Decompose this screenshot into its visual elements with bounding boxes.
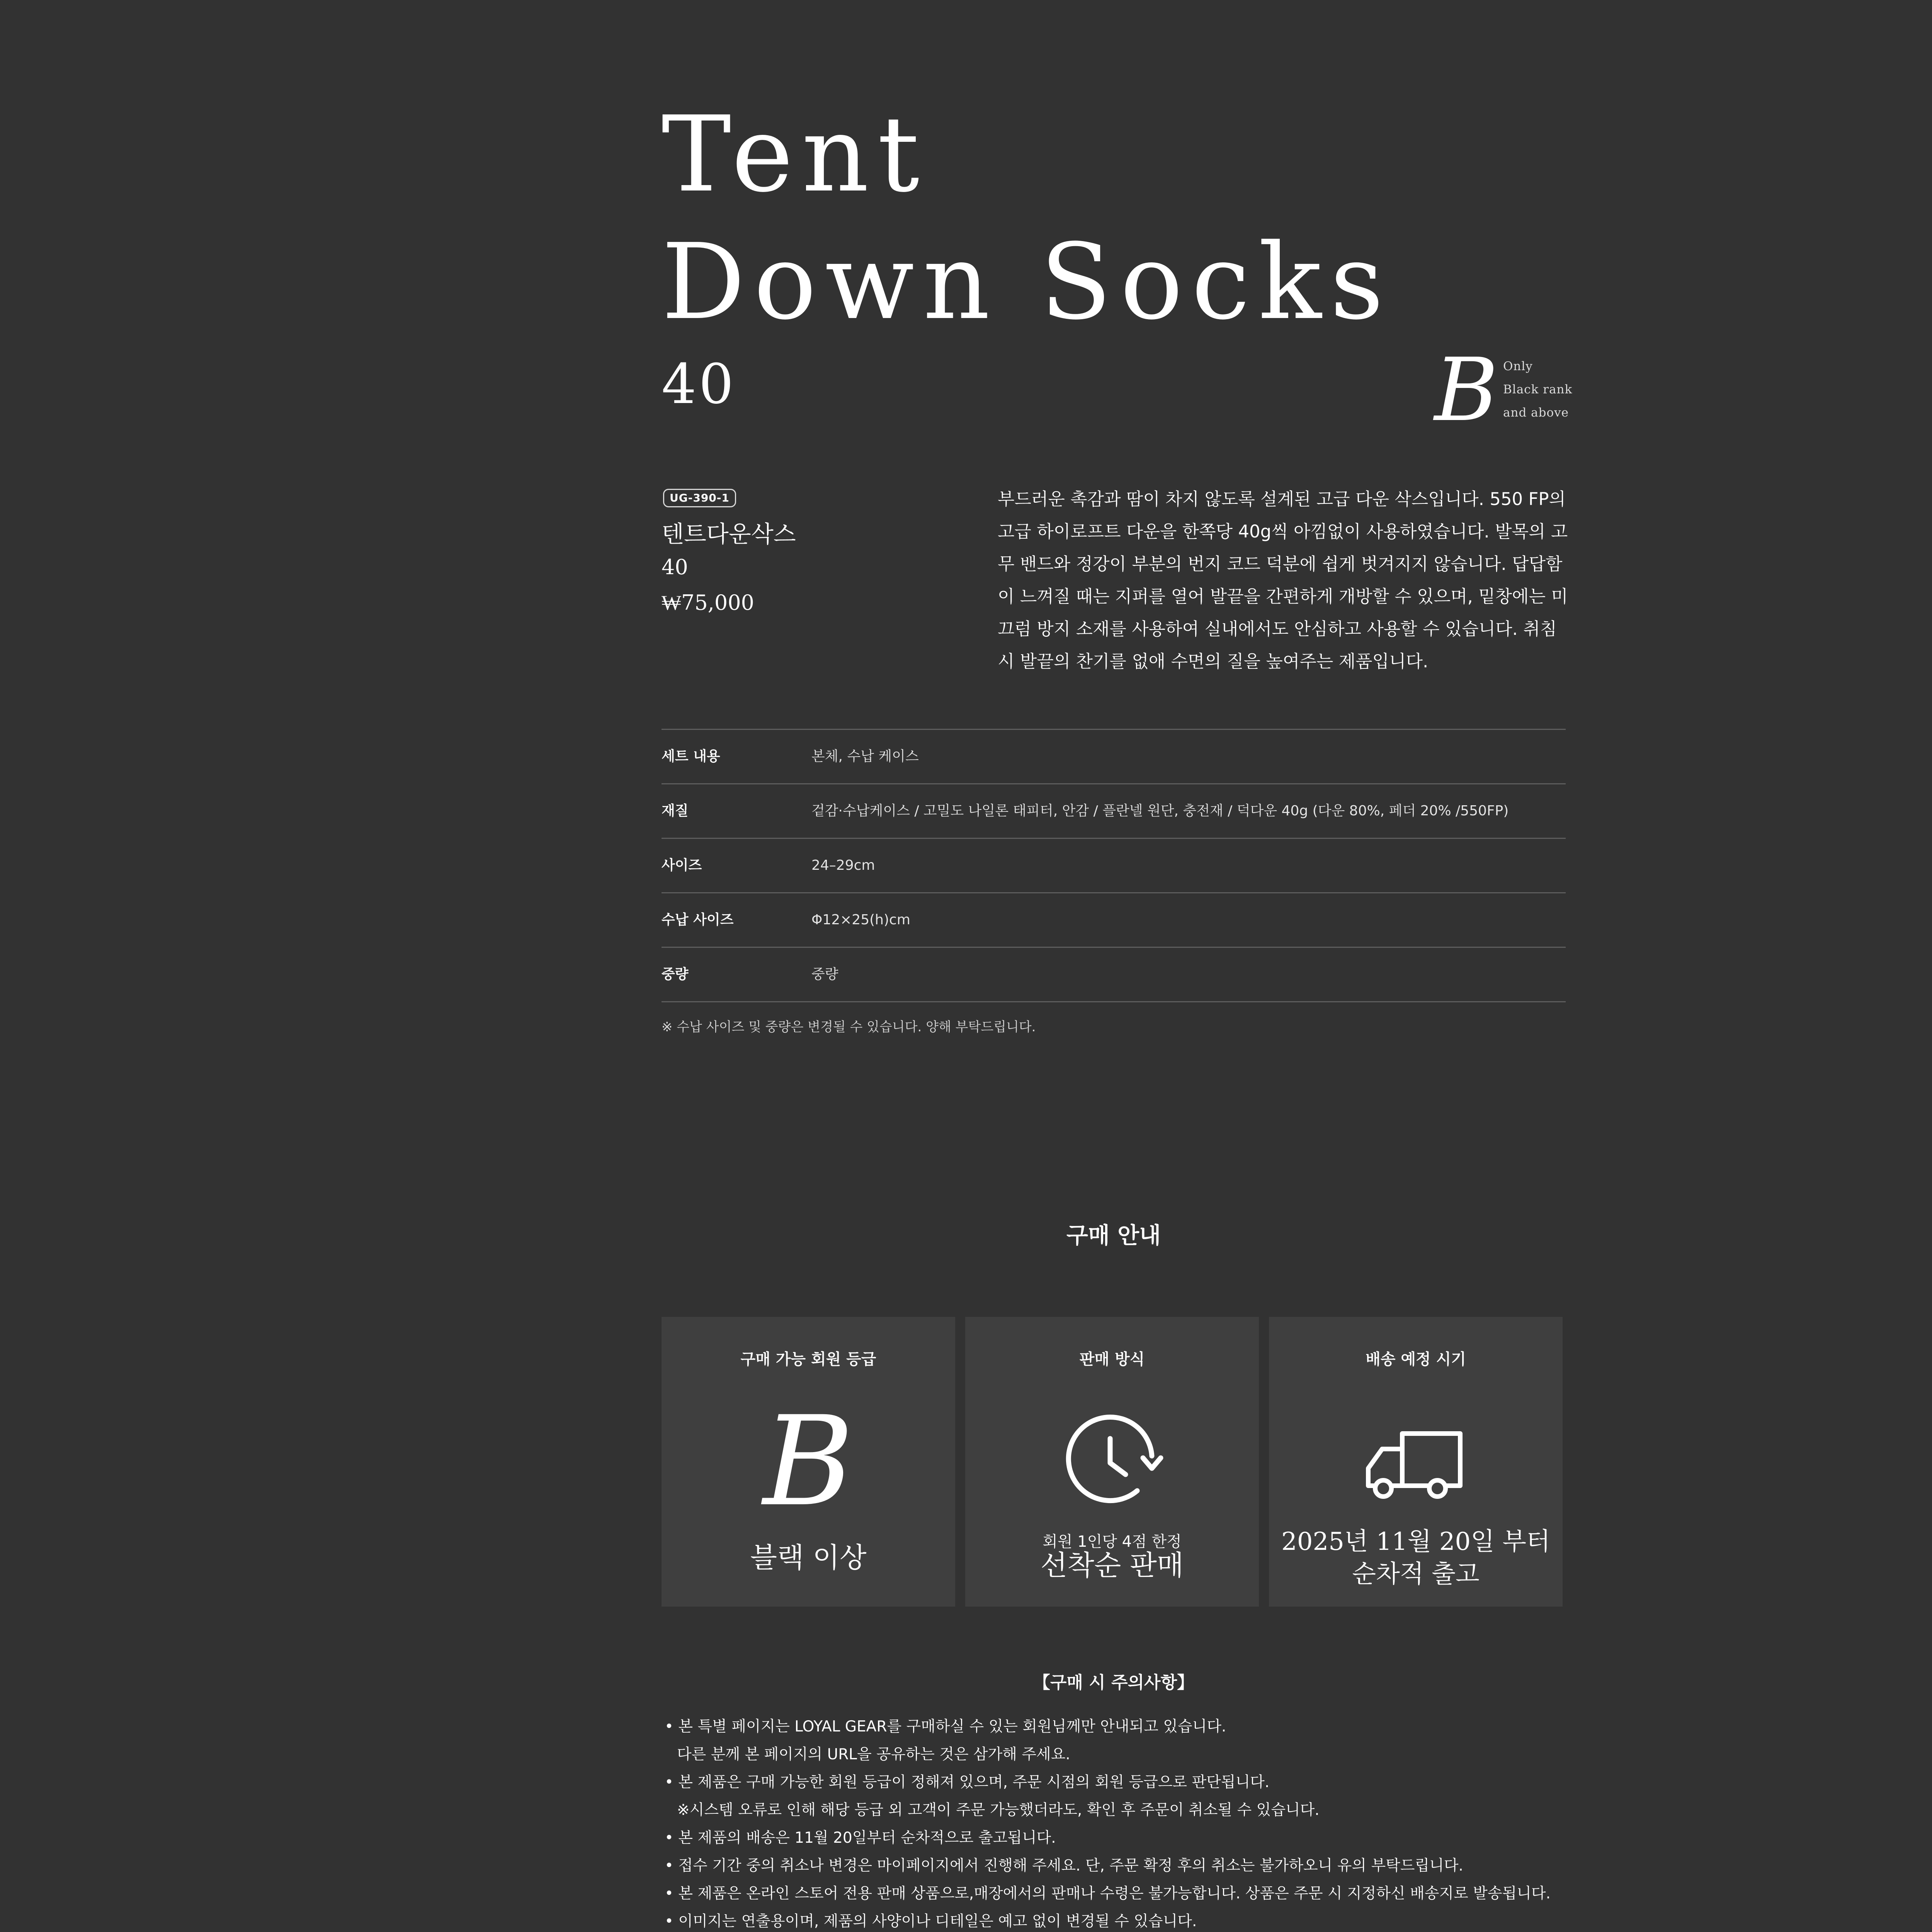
spec-value: 24–29cm xyxy=(811,857,875,873)
delivery-method-text: 순차적 출고 xyxy=(1352,1560,1480,1588)
card-delivery-schedule xyxy=(1269,1317,1563,1607)
spec-row xyxy=(662,893,1566,948)
title-number: 40 xyxy=(662,352,736,416)
purchase-guide-cards xyxy=(662,1317,1566,1607)
card-title: 구매 가능 회원 등급 xyxy=(740,1350,876,1368)
card-main-text xyxy=(1269,1526,1563,1590)
caution-list xyxy=(665,1713,1551,1932)
rank-b-icon: B xyxy=(1434,340,1498,441)
product-page xyxy=(662,0,1573,1932)
title-line-2: Down Socks xyxy=(662,221,1392,343)
list-item: ※시스템 오류로 인해 해당 등급 외 고객이 주문 가능했더라도, 확인 후 주문이 취소될 수 있습니다. xyxy=(677,1801,1320,1819)
rank-note-line: Only xyxy=(1503,359,1533,373)
product-title xyxy=(662,91,1392,346)
spec-label: 세트 내용 xyxy=(662,748,720,764)
list-item: 다른 분께 본 페이지의 URL을 공유하는 것은 삼가해 주세요. xyxy=(677,1746,1070,1763)
product-number: 40 xyxy=(662,555,688,579)
spec-row xyxy=(662,948,1566,1002)
list-item: • 이미지는 연출용이며, 제품의 사양이나 디테일은 예고 없이 변경될 수 있습니다. xyxy=(665,1913,1197,1930)
card-member-rank xyxy=(662,1317,955,1607)
spec-label: 수납 사이즈 xyxy=(662,912,734,928)
spec-value: 중량 xyxy=(811,966,838,982)
purchase-guide-title: 구매 안내 xyxy=(1066,1222,1161,1248)
card-sub-text: 회원 1인당 4점 한정 xyxy=(1043,1533,1182,1551)
spec-row xyxy=(662,730,1566,784)
delivery-date-text: 2025년 11월 20일 부터 xyxy=(1281,1527,1550,1556)
spec-label: 중량 xyxy=(662,966,689,982)
card-title: 판매 방식 xyxy=(1079,1350,1145,1368)
card-main-text: 선착순 판매 xyxy=(1040,1549,1184,1582)
spec-value: Φ12×25(h)cm xyxy=(811,912,910,928)
list-item: • 본 제품은 온라인 스토어 전용 판매 상품으로,매장에서의 판매나 수령은 불가능합니다. 상품은 주문 시 지정하신 배송지로 발송됩니다. xyxy=(665,1885,1551,1902)
list-item: • 본 제품은 구매 가능한 회원 등급이 정해져 있으며, 주문 시점의 회원 등급으로 판단됩니다. xyxy=(665,1774,1270,1791)
title-line-1: Tent xyxy=(662,94,928,215)
product-price: ₩75,000 xyxy=(662,590,754,615)
product-name: 텐트다운삭스 xyxy=(662,521,796,548)
spec-value: 겉감·수납케이스 / 고밀도 나일론 태피터, 안감 / 플란넬 원단, 충전재 / 덕다운 40g (다운 80%, 페더 20% /550FP) xyxy=(811,803,1509,819)
truck-icon xyxy=(1364,1426,1468,1503)
spec-row xyxy=(662,839,1566,893)
card-sales-method xyxy=(965,1317,1259,1607)
list-item: • 본 특별 페이지는 LOYAL GEAR를 구매하실 수 있는 회원님께만 안내되고 있습니다. xyxy=(665,1718,1226,1735)
spec-label: 재질 xyxy=(662,803,689,819)
spec-value: 본체, 수납 케이스 xyxy=(811,748,919,764)
list-item: • 본 제품의 배송은 11월 20일부터 순차적으로 출고됩니다. xyxy=(665,1829,1056,1847)
spec-row xyxy=(662,784,1566,839)
list-item: • 접수 기간 중의 취소나 변경은 마이페이지에서 진행해 주세요. 단, 주문 확정 후의 취소는 불가하오니 유의 부탁드립니다. xyxy=(665,1857,1463,1874)
caution-title: 【구매 시 주의사항】 xyxy=(1033,1673,1194,1692)
product-description: 부드러운 촉감과 땀이 차지 않도록 설계된 고급 다운 삭스입니다. 550 FP의 고급 하이로프트 다운을 한쪽당 40g씩 아낌없이 사용하였습니다. 발목의 고무 밴드와 정강이 부분의 번지 코드 덕분에 쉽게 벗겨지지 않습니다. 답답함이 느껴질 때는 지퍼를 열어 발끝을 간편하게 개방할 수 있으며, 밑창에는 미끄럼 방지 소재를 사용하여 실내에서도 안심하고 사용할 수 있습니다. 취침 시 발끝의 찬기를 없애 수면의 질을 높여주는 제품입니다. xyxy=(998,489,1568,672)
product-code-badge: UG-390-1 xyxy=(663,489,736,507)
rank-note-line: Black rank xyxy=(1503,383,1573,396)
rank-b-icon: B xyxy=(763,1390,854,1534)
clock-icon xyxy=(1062,1413,1166,1510)
spec-table xyxy=(662,729,1566,1002)
rank-note-line: and above xyxy=(1503,406,1569,420)
rank-note xyxy=(1503,355,1572,424)
card-title: 배송 예정 시기 xyxy=(1366,1350,1466,1368)
card-main-text: 블랙 이상 xyxy=(750,1541,867,1574)
spec-note: ※ 수납 사이즈 및 중량은 변경될 수 있습니다. 양해 부탁드립니다. xyxy=(662,1019,1036,1035)
spec-label: 사이즈 xyxy=(662,857,702,873)
